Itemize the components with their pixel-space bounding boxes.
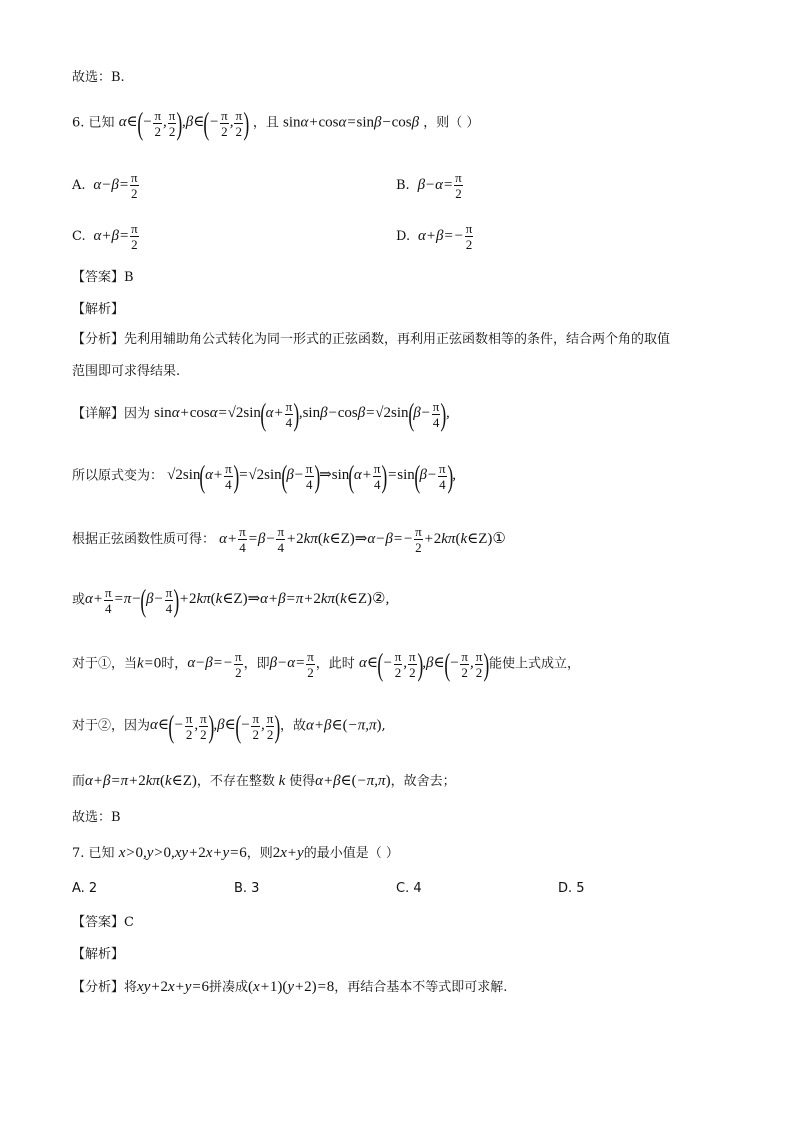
- math-sum-k: α+β=π+2kπ(k∈Z): [85, 773, 197, 789]
- option-b-math: β−α= $\frac{\pi}{2}$: [413, 170, 462, 201]
- fenxi-7-mid: 拼凑成: [209, 980, 249, 995]
- fenxi-7-lead: 将: [124, 980, 138, 995]
- fenxi-7-tag: 【分析】: [72, 980, 125, 995]
- math-transform: √2sin(α+ $\frac{\pi}{4}$ )=√2sin(β− $\frac{\pi}{4}$ )⇒sin(α+ $\frac{\pi}{4}$ )=sin(β− $\frac{\pi}{4}$ ),: [167, 458, 457, 494]
- math-condition: sinα+cosα=sinβ−cosβ: [282, 114, 420, 131]
- math-case-2: α+ $\frac{\pi}{4}$ =π−(β− $\frac{\pi}{4}$ )+2kπ(k∈Z)⇒α+β=π+2kπ(k∈Z)②,: [85, 582, 390, 618]
- math-intervals-1: α∈(− $\frac{\pi}{2}$ , $\frac{\pi}{2}$ ),β∈(− $\frac{\pi}{2}$ , $\frac{\pi}{2}$ ): [358, 646, 490, 682]
- er-end: ，故舍去；: [390, 774, 456, 789]
- genju-lead: 根据正弦函数性质可得：: [72, 531, 216, 547]
- guxuan-2: 故选：B: [72, 810, 121, 825]
- q7-option-c[interactable]: C. 4: [396, 881, 422, 896]
- fenxi-6-line-2: 范围即可求得结果.: [72, 364, 181, 379]
- er-mid: ，不存在整数: [196, 774, 275, 789]
- fenxi-6-line-1: [72, 328, 670, 347]
- q7-option-d[interactable]: D. 5: [558, 881, 585, 896]
- question-6-stem: [72, 105, 479, 141]
- math-sum-range: α+β∈(−π,π): [306, 717, 382, 734]
- option-d-label: D.: [396, 228, 411, 244]
- answer-7: [72, 911, 134, 930]
- question-7-number: 7. 已知: [72, 846, 115, 861]
- xiangjie-tag: 【详解】: [72, 406, 125, 422]
- math-diff-2: β−α= $\frac{\pi}{2}$: [269, 648, 314, 680]
- xiangjie-lead: 因为: [124, 406, 151, 422]
- duiyu2-text: 对于②，因为: [72, 718, 151, 734]
- math-alpha-interval: α∈(− $\frac{\pi}{2}$ , $\frac{\pi}{2}$ ),β∈(− $\frac{\pi}{2}$ , $\frac{\pi}{2}$ ): [118, 105, 250, 141]
- math-q7-eq: xy+2x+y=6: [137, 979, 210, 995]
- q7-option-b[interactable]: B. 3: [234, 881, 260, 896]
- option-d[interactable]: [396, 221, 474, 252]
- xiangjie-line: [72, 396, 450, 432]
- option-c-label: C.: [72, 228, 86, 244]
- math-k-zero: k=0: [137, 655, 162, 672]
- huo-line: [72, 582, 389, 618]
- math-case-1: α+ $\frac{\pi}{4}$ =β− $\frac{\pi}{4}$ +2kπ(k∈Z)⇒α−β=− $\frac{\pi}{2}$ +2kπ(k∈Z)①: [219, 524, 506, 555]
- question-7-stem: [72, 842, 399, 862]
- er-shi: 使得: [289, 774, 316, 789]
- answer-tag: 【答案】: [72, 270, 125, 285]
- duiyu1-line: [72, 646, 580, 682]
- answer-line: 故选：B.: [72, 70, 125, 85]
- q7-option-a[interactable]: A. 2: [72, 881, 98, 896]
- question-6-number: 6. 已知: [72, 115, 115, 131]
- duiyu1-mid: 时，: [161, 656, 188, 672]
- option-d-math: α+β=− $\frac{\pi}{2}$: [414, 221, 473, 252]
- text-ze: ，则（ ）: [423, 115, 480, 131]
- duiyu1-cishi: ，此时: [315, 656, 355, 672]
- duiyu1-text: 对于①，当: [72, 656, 138, 672]
- math-sum-range-2: α+β∈(−π,π): [315, 773, 391, 789]
- answer-7-tag: 【答案】: [72, 915, 125, 930]
- er-line: [72, 770, 456, 790]
- math-aux-angle: sinα+cosα=√2sin(α+ $\frac{\pi}{4}$ ),sinβ−cosβ=√2sin(β− $\frac{\pi}{4}$ ),: [154, 396, 450, 432]
- genju-line: [72, 524, 506, 555]
- answer-value: B: [124, 270, 134, 285]
- math-q7-condition: x>0,y>0,xy+2x+y=6: [118, 845, 247, 861]
- duiyu1-end: 能使上式成立，: [488, 656, 580, 672]
- option-a-label: A.: [72, 177, 86, 193]
- duiyu1-ji: ，即: [243, 656, 270, 672]
- fenxi-tag: 【分析】: [72, 332, 125, 347]
- jiexi-6: 【解析】: [72, 302, 125, 317]
- q7-end: 的最小值是（ ）: [303, 846, 399, 861]
- math-diff: α−β=− $\frac{\pi}{2}$: [187, 648, 242, 680]
- text-qie: ，且: [252, 115, 279, 131]
- fenxi-7-end: ，再结合基本不等式即可求解.: [334, 980, 508, 995]
- q7-ze: ，则: [246, 846, 273, 861]
- er-text: 而: [72, 774, 86, 789]
- option-c-math: α+β= $\frac{\pi}{2}$: [89, 221, 138, 252]
- yuanshi-lead: 所以原式变为：: [72, 468, 164, 484]
- option-a[interactable]: [72, 170, 140, 201]
- option-a-math: α−β= $\frac{\pi}{2}$: [89, 170, 138, 201]
- duiyu2-gu: ，故: [280, 718, 307, 734]
- option-b[interactable]: [396, 170, 464, 201]
- math-q7-target: 2x+y: [272, 845, 304, 861]
- yuanshi-line: [72, 458, 456, 494]
- huo-text: 或: [72, 592, 86, 608]
- option-c[interactable]: [72, 221, 140, 252]
- answer-6: [72, 266, 134, 285]
- answer-7-value: C: [124, 915, 134, 930]
- math-q7-factored: (x+1)(y+2)=8: [248, 979, 335, 995]
- fenxi-7-line: [72, 976, 507, 996]
- math-intervals-2: α∈(− $\frac{\pi}{2}$ , $\frac{\pi}{2}$ ),β∈(− $\frac{\pi}{2}$ , $\frac{\pi}{2}$ ): [150, 708, 281, 744]
- option-b-label: B.: [396, 177, 410, 193]
- math-k: k: [274, 773, 290, 789]
- fenxi-text: 先利用辅助角公式转化为同一形式的正弦函数，再利用正弦函数相等的条件，结合两个角的取值: [124, 332, 671, 347]
- jiexi-7: 【解析】: [72, 947, 125, 962]
- duiyu2-line: 对于②，因为α∈(− $\frac{\pi}{2}$ , $\frac{\pi}{2}$ ),β∈(− $\frac{\pi}{2}$ , $\frac{\pi}{2}$ )，故α+β∈(−π,π),: [72, 708, 386, 744]
